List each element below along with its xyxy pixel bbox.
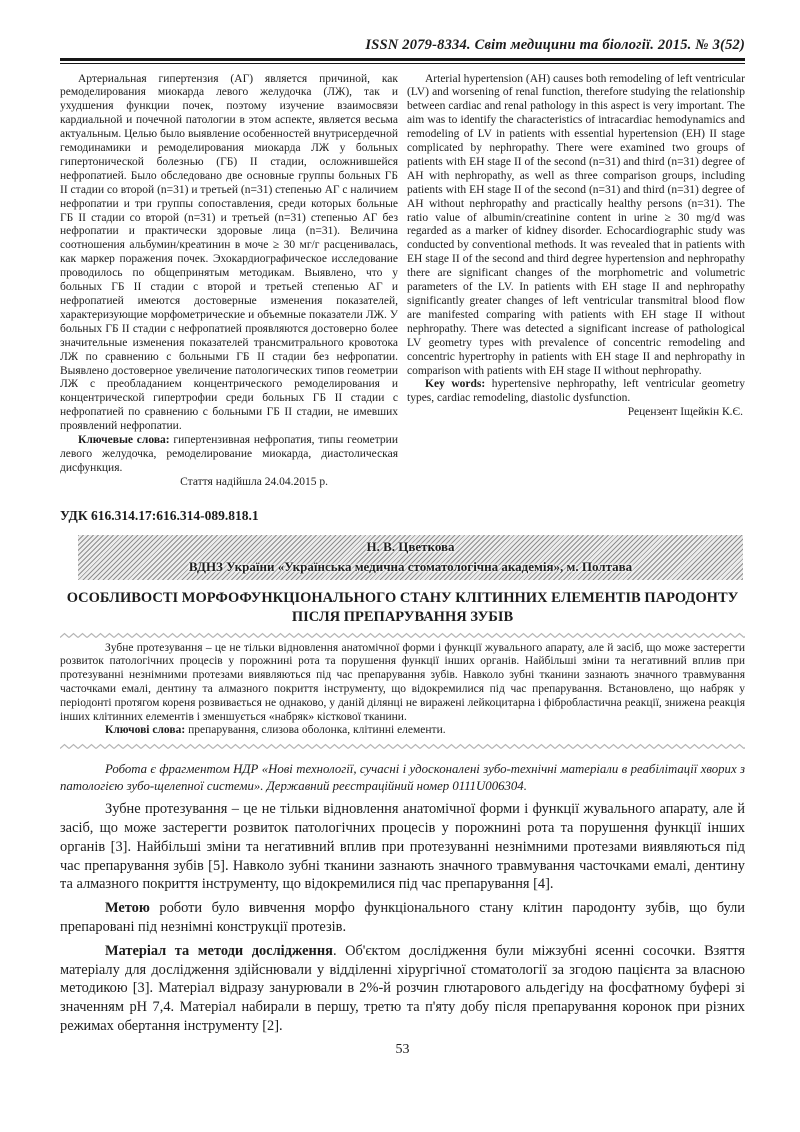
journal-header-line: ISSN 2079-8334. Світ медицини та біології. 2015. № 3(52) bbox=[365, 37, 745, 53]
author-affiliation-block bbox=[78, 535, 743, 580]
aim-label: Метою bbox=[105, 900, 150, 917]
body-paragraph-intro: Зубне протезування – це не тільки відновлення анатомічної форми і функції жувального апарату, але й засіб, що може застерегти розвиток патологічних процесів у порожнині рота та порушення функції інших органів [3]. Найбільші зміни та негативний вплив при протезуванні незнімними протезами виявляються під час препарування зубів [5]. Навколо зубні тканини зазнають значного травмування часточками емалі, дентину та алмазного покриття інструменту, що відокремилися під час препарування [4]. bbox=[60, 801, 745, 893]
ukrainian-abstract-body: Зубне протезування – це не тільки відновлення анатомічної форми і функції жувального апарату, але й засіб, що може застерегти розвиток патологічних процесів у порожнині рота та порушення функції інших органів. Найбільші зміни та негативний вплив при протезуванні незнімними протезами виявляються під час препарування зубів. Навколо зубні тканини зазнають значного травмування часточками емалі, дентину та алмазного покриття інструменту, що відокремилися під час препарування. Встановлено, що набряк у періодонті протягом кореня розвивається не однаково, у даній ділянці не виражені лейкоцитарна і фібробластична реакції, знижена реакція інших клітинних елементів і зменшується «набряк» кісткової тканини. bbox=[60, 641, 745, 723]
header-rule-thin bbox=[60, 63, 745, 64]
english-keywords-text: hypertensive nephropathy, left ventricular geometry types, cardiac remodeling, diastolic dysfunction. bbox=[407, 378, 745, 405]
zigzag-divider-top bbox=[60, 632, 745, 639]
reviewer-line: Рецензент Іщейкін К.Є. bbox=[627, 406, 743, 419]
article-title: ОСОБЛИВОСТІ МОРФОФУНКЦІОНАЛЬНОГО СТАНУ КЛІТИННИХ ЕЛЕМЕНТІВ ПАРОДОНТУ ПІСЛЯ ПРЕПАРУВАННЯ ЗУБІВ bbox=[66, 589, 739, 625]
russian-keywords-label: Ключевые слова: bbox=[78, 434, 170, 447]
aim-text: роботи було вивчення морфо функціонального стану клітин пародонту зубів, що були препаровані під незнімні конструкції протезів. bbox=[60, 900, 745, 936]
english-keywords bbox=[407, 378, 745, 406]
body-paragraph-methods bbox=[60, 942, 745, 1036]
russian-abstract-body: Артериальная гипертензия (АГ) является причиной, как ремоделирования миокарда левого желудочка (ЛЖ), так и ухудшения функции почек, поэтому изучение взаимосвязи кардиальной и почечной патологии в этом аспекте, является весьма актуальным. Целью было выявление особенностей внутрисердечной гемодинамики и ремоделирования миокарда ЛЖ у больных гипертонической болезнью (ГБ) II стадии, осложнившейся нефропатией. Было обследовано две основные группы больных ГБ II стадии со второй (n=31) и третьей (n=31) степенью АГ с наличием нефропатии и три группы сопоставления, среди которых больные ГБ II стадии со второй (n=31) и третьей (n=31) степенью АГ без нефропатии и практически здоровые лица (n=31). Величина соотношения альбумин/креатинин в моче ≥ 30 мг/г расценивалась, как маркер поражения почек. Эхокардиографическое исследование проводилось по общепринятым методикам. Выявлено, что у больных ГБ II стадии с второй и третьей степенью АГ и нефропатией имеются достоверные изменения показателей, характеризующие морфометрические и объемные показатели ЛЖ. У больных ГБ II стадии с нефропатией проявляются достоверно более значительные изменения показателей трансмитрального кровотока ЛЖ по сравнению с больными ГБ II стадии без нефропатии. Выявлено достоверное увеличение патологических типов геометрии ЛЖ с преобладанием концентрического ремоделирования и концентрической гипертрофии среди больных ГБ II стадии с нефропатией по сравнению с больными ГБ II стадии, не имевших проявлений нефропатии. bbox=[60, 72, 398, 433]
russian-keywords-text: гипертензивная нефропатия, типы геометрии левого желудочка, ремоделирование миокарда, диастолическая дисфункция. bbox=[60, 434, 398, 474]
research-project-note: Робота є фрагментом НДР «Нові технології, сучасні і удосконалені зубо-технічні матеріали в реабілітації хворих з патологією зубо-щелепної системи». Державний реєстраційний номер 0111U006304. bbox=[60, 762, 745, 794]
author-affiliation: ВДНЗ України «Українська медична стоматологічна академія», м. Полтава bbox=[188, 558, 633, 574]
ukrainian-keywords-label: Ключові слова: bbox=[105, 724, 186, 737]
abstract-column-english bbox=[407, 73, 745, 490]
english-abstract-body: Arterial hypertension (AH) causes both remodeling of left ventricular (LV) and worsening of renal function, therefore studying the relationship between cardiac and renal pathology in this aspect is very important. The aim was to identify the characteristics of intracardiac hemodynamics and remodeling of LV in patients with essential hypertension (EH) II stage complicated by nephropathy. There were examined two groups of patients with EH stage II of the second (n=31) and third (n=31) degree of AH with nephropathy, as well as three comparison groups, including patients with EH stage II of the second (n=31) and third (n=31) degree of AH without nephropathy and practically healthy persons (n=31). The ratio value of albumin/creatinine content in urine ≥ 30 mg/d was regarded as a marker of kidney disorder. Echocardiographic study was conducted by conventional methods. It was revealed that in patients with EH stage II of the second and third degree hypertension and nephropathy there are significant changes of the morphometric and volumetric parameters of the LV. In patients with EH stage II and nephropathy significantly greater changes of left ventricular transmitral blood flow are manifested comparing with patients with EH stage II without nephropathy. There was detected a significant increase of pathological LV geometry types with prevalence of concentric remodeling and concentric hypertrophy in patients with EH stage II and nephropathy in comparison with patients with EH stage II without nephropathy. bbox=[407, 72, 745, 377]
article-received-date: Стаття надійшла 24.04.2015 р. bbox=[180, 475, 328, 488]
russian-keywords bbox=[60, 434, 398, 476]
body-paragraph-aim bbox=[60, 899, 745, 937]
ukrainian-keywords-text: препарування, слизова оболонка, клітинні елементи. bbox=[185, 724, 446, 737]
page-number: 53 bbox=[395, 1041, 410, 1057]
udc-code: УДК 616.314.17:616.314-089.818.1 bbox=[60, 507, 259, 523]
english-keywords-label: Key words: bbox=[425, 378, 486, 391]
abstract-column-russian bbox=[60, 73, 398, 490]
zigzag-divider-bottom bbox=[60, 743, 745, 750]
methods-label: Матеріал та методи дослідження bbox=[105, 942, 333, 959]
header-rule-thick bbox=[60, 58, 745, 61]
author-name: Н. В. Цветкова bbox=[366, 538, 455, 554]
abstracts-section bbox=[60, 73, 745, 490]
ukrainian-keywords bbox=[60, 724, 745, 738]
methods-text: . Об'єктом дослідження були міжзубні ясенні сосочки. Взяття матеріалу для дослідження здійснювали у відділенні хірургічної стоматології за згодою пацієнта за власною методикою [3]. Матеріал відразу занурювали в 2%-й розчин глютарового альдегіду на фосфатному буфері зі значенням pH 7,4. Матеріал набирали в першу, третю та п'яту добу після препарування коронок при різних режимах обертання інструменту [2]. bbox=[60, 942, 745, 1035]
